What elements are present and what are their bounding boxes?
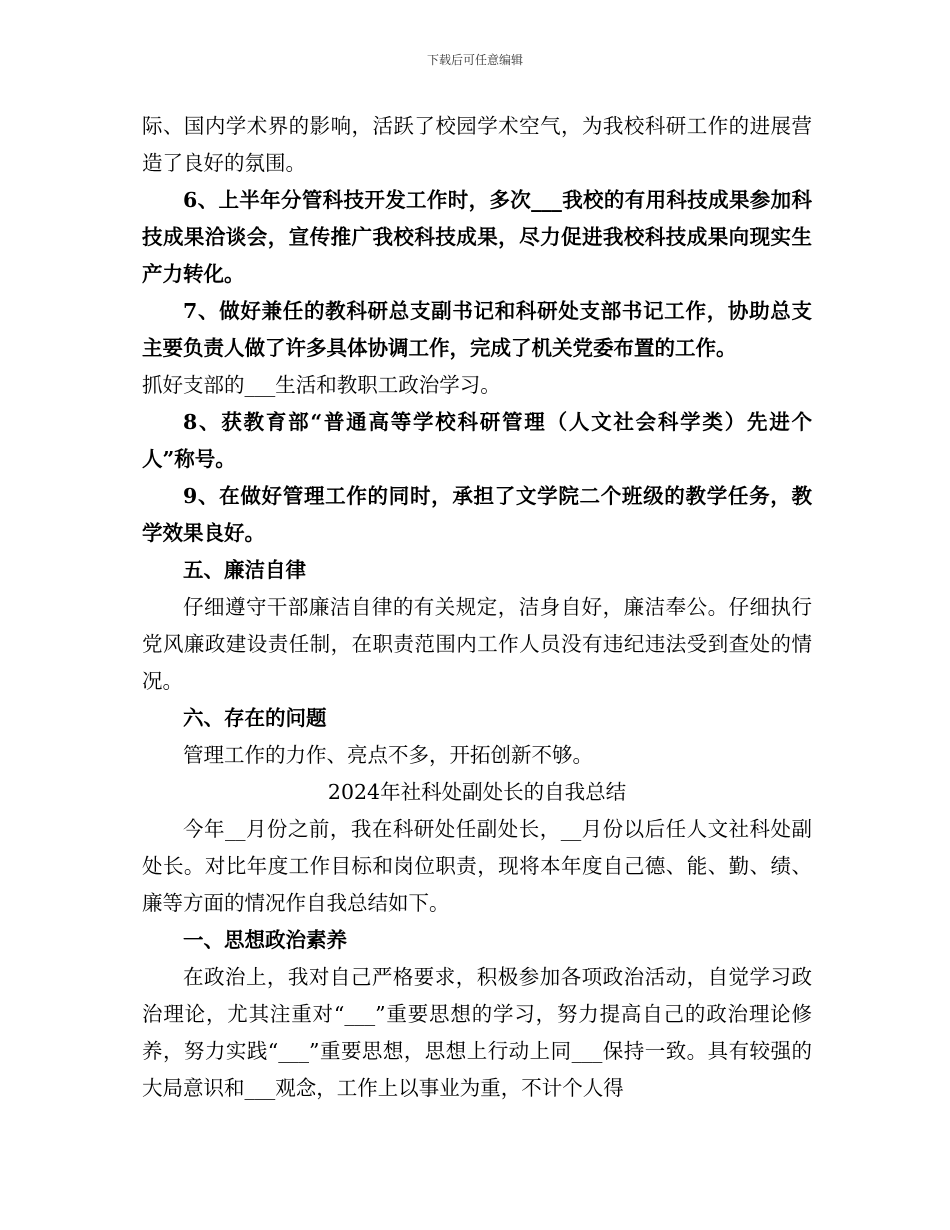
section-heading-problems: 六、存在的问题: [183, 706, 327, 730]
paragraph-intro: 今年__月份之前，我在科研处任副处长，__月份以后任人文社科处副处长。对比年度工作目标和岗位职责，现将本年度自己德、能、勤、绩、廉等方面的情况作自我总结如下。: [142, 817, 812, 915]
paragraph-political: 在政治上，我对自己严格要求，积极参加各项政治活动，自觉学习政治理论，尤其注重对“___”重要思想的学习，努力提高自己的政治理论修养，努力实践“___”重要思想，思想上行动上同___保持一致。具有较强的大局意识和___观念，工作上以事业为重，不计个人得: [142, 965, 812, 1100]
paragraph-integrity: 仔细遵守干部廉洁自律的有关规定，洁身自好，廉洁奉公。仔细执行党风廉政建设责任制，在职责范围内工作人员没有违纪违法受到查处的情况。: [142, 595, 812, 693]
section-heading-integrity: 五、廉洁自律: [183, 558, 306, 582]
paragraph-continuation: 际、国内学术界的影响，活跃了校园学术空气，为我校科研工作的进展营造了良好的氛围。: [142, 114, 812, 175]
paragraph-item-7-tail: 抓好支部的___生活和教职工政治学习。: [142, 373, 501, 397]
paragraph-problems: 管理工作的力作、亮点不多，开拓创新不够。: [183, 743, 593, 767]
paragraph-item-6: 6、上半年分管科技开发工作时，多次___我校的有用科技成果参加科技成果洽谈会，宣传推广我校科技成果，尽力促进我校科技成果向现实生产力转化。: [142, 188, 812, 286]
page-header: 下载后可任意编辑: [426, 53, 523, 67]
document-body: [142, 108, 812, 1107]
document-title: 2024年社科处副处长的自我总结: [327, 780, 627, 804]
paragraph-item-8: 8、获教育部“普通高等学校科研管理（人文社会科学类）先进个人”称号。: [142, 410, 812, 471]
section-heading-political: 一、思想政治素养: [183, 928, 347, 952]
paragraph-item-7: 7、做好兼任的教科研总支副书记和科研处支部书记工作，协助总支主要负责人做了许多具体协调工作，完成了机关党委布置的工作。: [142, 299, 812, 360]
paragraph-item-9: 9、在做好管理工作的同时，承担了文学院二个班级的教学任务，教学效果良好。: [142, 484, 812, 545]
